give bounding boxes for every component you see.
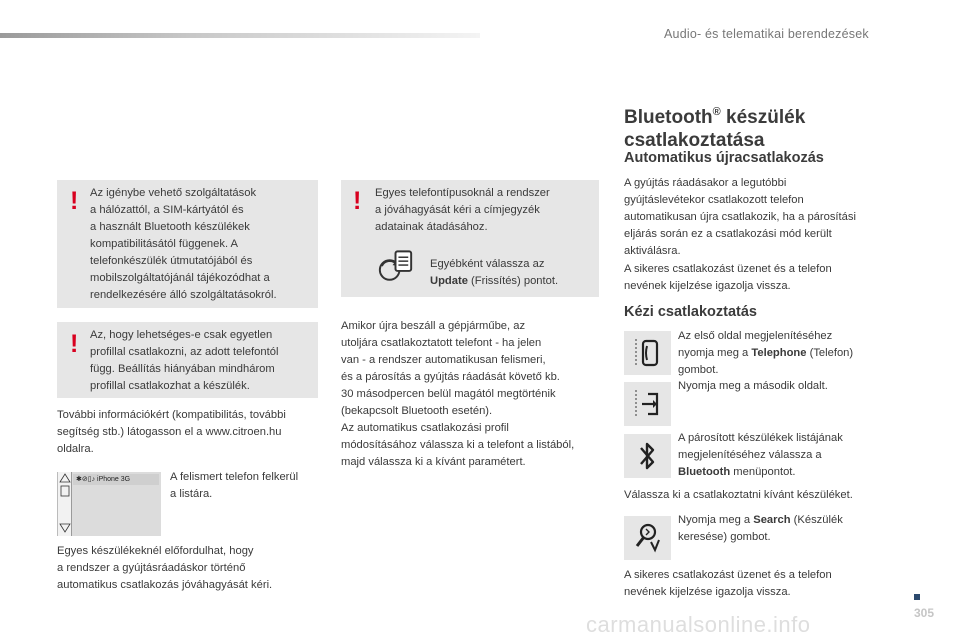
- screen-caption: A felismert telefon felkerül a listára.: [170, 471, 299, 500]
- manual-heading: Kézi csatlakoztatás: [624, 304, 757, 320]
- section-title: Audio- és telematikai berendezések: [664, 27, 869, 41]
- search-devices-icon: [624, 516, 671, 560]
- reconnect-text: Amikor újra beszáll a gépjárműbe, az utoljára csatlakoztatott telefont - ha jelen van - a rendszer automatikusan felismeri, és a párosítás a gyújtás ráadását követő kb. 30 másodpercen belül magától megtörténik (bekapcsolt Bluetooth esetén). Az automatikus csatlakozási profil módosításához válassza ki a telefont a listából, majd válassza ki a kívánt paramétert.: [341, 320, 575, 468]
- auto-heading: Automatikus újracsatlakozás: [624, 150, 824, 166]
- title-part1: Bluetooth: [624, 107, 713, 128]
- step4-keyword: Search: [753, 514, 791, 526]
- screen-status-icons: ✱⊘▯♪: [76, 476, 98, 483]
- note-profiles-text: Az, hogy lehetséges-e csak egyetlen profillal csatlakozni, az adott telefontól függ. Beállítás hiányában mindhárom profillal csatlakozhat a készülék.: [90, 329, 279, 392]
- step4-text: [678, 512, 898, 546]
- screen-scroll-strip: [58, 472, 72, 536]
- exclamation-icon: !: [70, 330, 79, 358]
- step3-suffix: menüpontot.: [730, 466, 796, 478]
- phone-icon: [624, 331, 671, 375]
- screen-device-name: iPhone 3G: [97, 476, 131, 483]
- note-phonebook-text: Egyes telefontípusoknál a rendszer a jóváhagyását kéri a címjegyzék adatainak átadásához.: [375, 187, 550, 233]
- auto-success-text: A sikeres csatlakozást üzenet és a telefon nevének kijelzése igazolja vissza.: [624, 263, 832, 292]
- update-icon-box: [372, 246, 420, 290]
- note-services-text: Az igénybe vehető szolgáltatások a hálózattól, a SIM-kártyától és a használt Bluetooth készülékek kompatibilitásától függenek. A telefonkészülék útmutatójából és mobilszolgáltatójánál tájékozódhat a rendelkezésére álló szolgáltatásokról.: [90, 187, 277, 301]
- update-prefix: Egyébként válassza az: [430, 258, 545, 270]
- step1-text: [678, 328, 898, 379]
- step4-prefix: Nyomja meg a: [678, 514, 754, 526]
- update-icon: [372, 246, 419, 290]
- page-number: 305: [914, 606, 935, 620]
- watermark: carmanualsonline.info: [586, 612, 811, 637]
- step4-suffix: (Készülék keresése) gombot.: [678, 514, 843, 543]
- title-reg-mark: ®: [712, 106, 721, 118]
- screen-thumbnail: [57, 472, 161, 536]
- page-title: [624, 101, 805, 152]
- exclamation-icon: !: [353, 187, 362, 215]
- bluetooth-icon-box: [624, 434, 671, 478]
- step1-keyword: Telephone: [751, 347, 807, 359]
- title-part2: készülék: [720, 107, 806, 128]
- page-marker: [914, 594, 920, 600]
- info-text: További információkért (kompatibilitás, további segítség stb.) látogasson el a www.citroen.hu oldalra.: [57, 409, 286, 455]
- final-success-text: A sikeres csatlakozást üzenet és a telefon nevének kijelzése igazolja vissza.: [624, 569, 832, 598]
- next-page-icon: [624, 382, 671, 426]
- search-devices-icon-box: [624, 516, 671, 560]
- auto-text: A gyújtás ráadásakor a legutóbbi gyújtáslevétekor csatlakozott telefon automatikusan újra csatlakozik, ha a párosítási eljárás során ez a csatlakozási mód került aktiválásra.: [624, 177, 856, 257]
- update-keyword: Update: [430, 275, 468, 287]
- step3-keyword: Bluetooth: [678, 466, 731, 478]
- step3-prefix: A párosított készülékek listájának megjelenítéséhez válassza a: [678, 432, 843, 461]
- step1-suffix: (Telefon) gombot.: [678, 347, 854, 376]
- bluetooth-icon: [624, 434, 671, 478]
- bottom-text: Egyes készülékeknél előfordulhat, hogy a rendszer a gyújtásráadáskor történő automatikus csatlakozás jóváhagyását kéri.: [57, 545, 273, 591]
- update-text: [430, 239, 598, 290]
- screen-device-row: [73, 474, 159, 485]
- step2-text: Nyomja meg a második oldalt.: [678, 380, 828, 392]
- update-suffix: (Frissítés) pontot.: [467, 275, 559, 287]
- exclamation-icon: !: [70, 187, 79, 215]
- title-line2: csatlakoztatása: [624, 130, 765, 151]
- step3-text: [678, 430, 898, 481]
- header-bar: [0, 33, 480, 38]
- select-device-text: Válassza ki a csatlakoztatni kívánt készüléket.: [624, 489, 853, 501]
- phone-icon-box: [624, 331, 671, 375]
- next-page-icon-box: [624, 382, 671, 426]
- step1-prefix: Az első oldal megjelenítéséhez nyomja meg a: [678, 330, 833, 359]
